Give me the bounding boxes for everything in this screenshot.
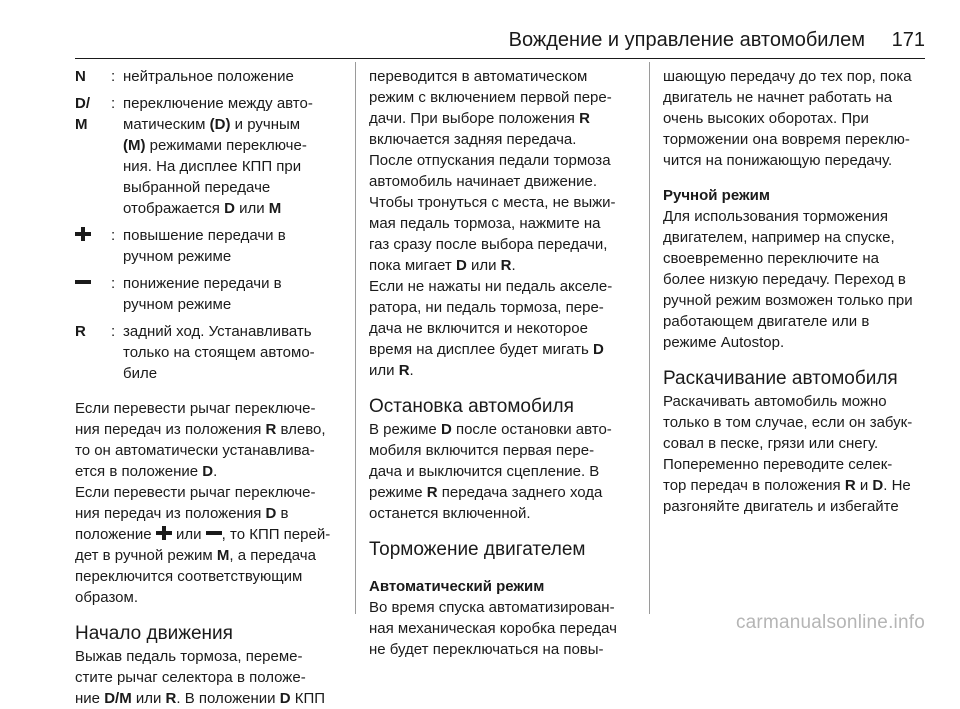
paragraph: Если перевести рычаг переключе- ния передач из положения R влево, то он автоматически устанавлива- ется в положение D. — [75, 400, 326, 480]
definition-n: N : нейтральное положение — [75, 66, 345, 87]
watermark: carmanualsonline.info — [735, 612, 925, 633]
subsection-heading: Автоматический режим — [369, 578, 545, 595]
page-header — [75, 28, 925, 52]
section-heading: Раскачивание автомобиля — [663, 368, 898, 389]
definition-dm: D/ M : переключение между авто- матическим (D) и ручным (M) режимами переключе- ния. На дисплее КПП при выбранной передаче отображается D или M — [75, 93, 345, 219]
paragraph: переводится в автоматическом режим с включением первой пере- дачи. При выборе положения R включается задняя передача. — [369, 68, 612, 148]
section-heading: Начало движения — [75, 623, 233, 644]
definition-minus: : понижение передачи в ручном режиме — [75, 273, 345, 315]
page-number: 171 — [891, 29, 925, 51]
page-title: Вождение и управление автомобилем — [508, 29, 865, 51]
column-divider-1 — [355, 62, 356, 614]
plus-icon — [156, 526, 172, 540]
term-dm: D/ M — [75, 95, 90, 133]
description-plus: повышение передачи в ручном режиме — [123, 227, 286, 265]
definition-r: R : задний ход. Устанавливать только на стоящем автомо- биле — [75, 321, 345, 384]
minus-icon — [206, 526, 222, 540]
paragraph: Если перевести рычаг переключе- ния передач из положения D в положение или , то КПП перей- дет в ручной режим M, а передача переключится соответствующим образом. — [75, 484, 331, 606]
section-heading: Торможение двигателем — [369, 539, 586, 560]
term-r: R — [75, 323, 86, 340]
description-n: нейтральное положение — [123, 68, 294, 85]
column-3 — [663, 60, 925, 517]
column-divider-2 — [649, 62, 650, 614]
paragraph: В режиме D после остановки авто- мобиля включится первая пере- дача и выключится сцепление. В режиме R передача заднего хода останется включенной. — [369, 421, 612, 522]
paragraph: Чтобы тронуться с места, не выжи- мая педаль тормоза, нажмите на газ сразу после выбора передачи, пока мигает D или R. — [369, 194, 616, 274]
paragraph: Для использования торможения двигателем, например на спуске, своевременно переключите на более низкую передачу. Переход в ручной режим возможен только при работающем двигателе или в режиме Autostop. — [663, 208, 913, 351]
subsection-heading: Ручной режим — [663, 187, 770, 204]
paragraph: После отпускания педали тормоза автомобиль начинает движение. — [369, 152, 611, 190]
column-1 — [75, 60, 345, 709]
minus-icon — [75, 275, 91, 289]
plus-icon — [75, 227, 91, 241]
column-2 — [369, 60, 633, 660]
description-dm: переключение между авто- матическим (D) и ручным (M) режимами переключе- ния. На дисплее КПП при выбранной передаче отображается D или M — [123, 95, 313, 217]
description-minus: понижение передачи в ручном режиме — [123, 275, 282, 313]
section-heading: Остановка автомобиля — [369, 396, 574, 417]
description-r: задний ход. Устанавливать только на стоящем автомо- биле — [123, 323, 315, 382]
paragraph: шающую передачу до тех пор, пока двигатель не начнет работать на очень высоких оборотах. При торможении она вовремя переклю- чится на понижающую передачу. — [663, 68, 912, 169]
paragraph: Раскачивать автомобиль можно только в том случае, если он забук- совал в песке, грязи или снегу. Попеременно переводите селек- тор передач в положения R и D. Не разгоняйте двигатель и избегайте — [663, 393, 913, 515]
paragraph: Выжав педаль тормоза, переме- стите рычаг селектора в положе- ние D/M или R. В положении D КПП — [75, 648, 326, 707]
paragraph: Во время спуска автоматизирован- ная механическая коробка передач не будет переключаться на повы- — [369, 599, 617, 658]
header-divider — [75, 58, 925, 59]
term-n: N — [75, 68, 86, 85]
definition-plus: : повышение передачи в ручном режиме — [75, 225, 345, 267]
paragraph: Если не нажаты ни педаль акселе- ратора, ни педаль тормоза, пере- дача не включится и некоторое время на дисплее будет мигать D или R. — [369, 278, 613, 379]
